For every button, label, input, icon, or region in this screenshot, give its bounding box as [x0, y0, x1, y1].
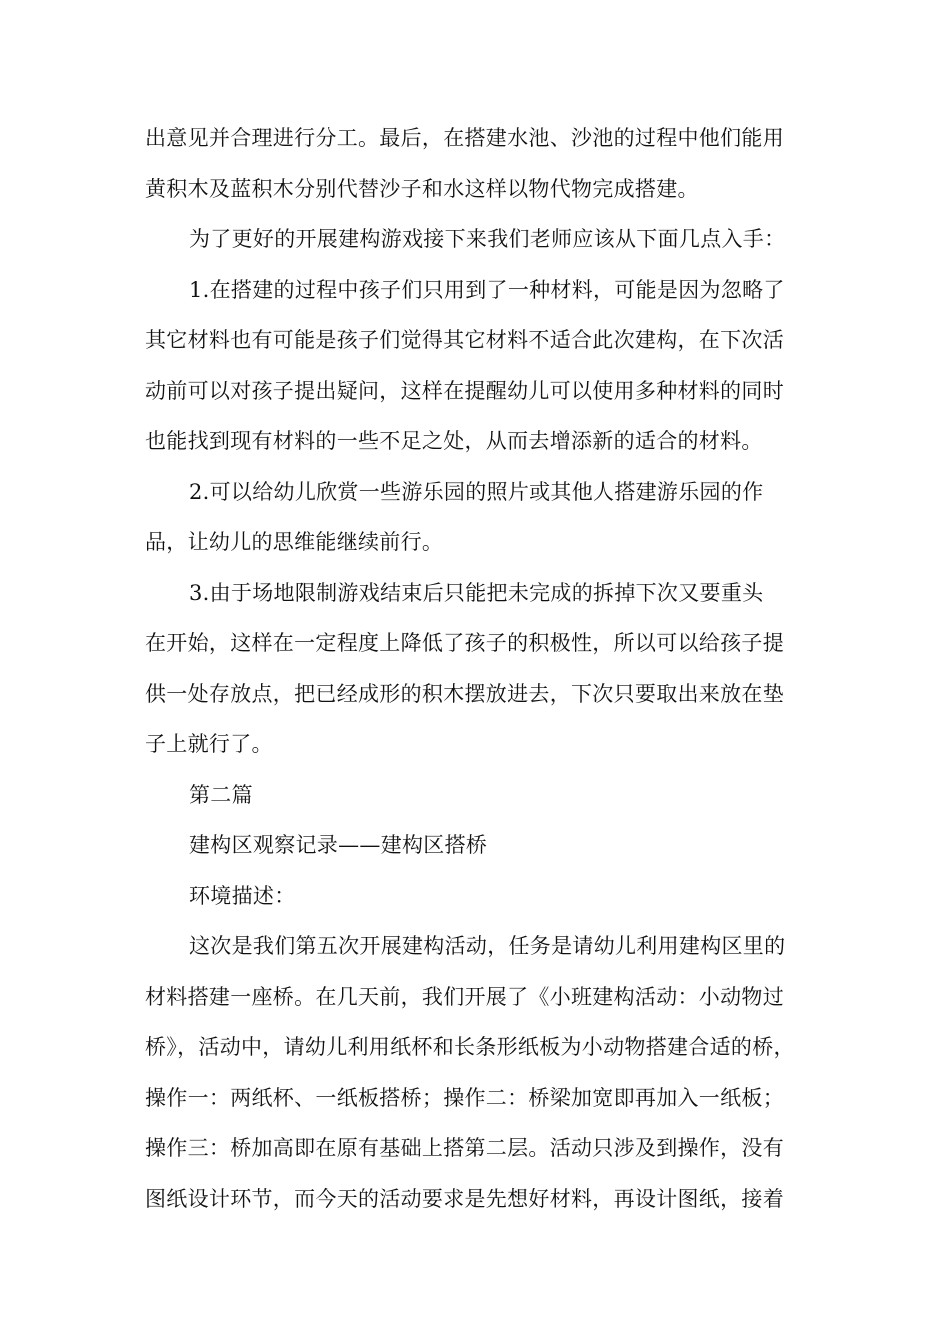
section-heading: 第二篇 — [189, 782, 253, 807]
paragraph-line: 桥》，活动中，请幼儿利用纸杯和长条形纸板为小动物搭建合适的桥， — [145, 1035, 795, 1059]
subsection-label: 环境描述： — [189, 883, 296, 908]
paragraph-line: 在开始，这样在一定程度上降低了孩子的积极性，所以可以给孩子提 — [145, 631, 784, 655]
paragraph-line: 也能找到现有材料的一些不足之处，从而去增添新的适合的材料。 — [145, 429, 763, 453]
paragraph-line: 材料搭建一座桥。在几天前，我们开展了《小班建构活动：小动物过 — [145, 984, 784, 1009]
paragraph-line: 操作三：桥加高即在原有基础上搭第二层。活动只涉及到操作，没有 — [145, 1136, 784, 1160]
paragraph-line: 其它材料也有可能是孩子们觉得其它材料不适合此次建构，在下次活 — [145, 328, 784, 352]
paragraph-line: 为了更好的开展建构游戏接下来我们老师应该从下面几点入手： — [189, 227, 786, 251]
list-item-1-line: 1.在搭建的过程中孩子们只用到了一种材料，可能是因为忽略了 — [189, 277, 785, 302]
paragraph-line: 操作一：两纸杯、一纸板搭桥；操作二：桥梁加宽即再加入一纸板； — [145, 1085, 784, 1110]
paragraph-line: 动前可以对孩子提出疑问，这样在提醒幼儿可以使用多种材料的同时 — [145, 378, 784, 403]
paragraph-line: 黄积木及蓝积木分别代替沙子和水这样以物代物完成搭建。 — [145, 176, 699, 201]
section-subtitle: 建构区观察记录——建构区搭桥 — [189, 833, 488, 857]
list-item-3-line: 3.由于场地限制游戏结束后只能把未完成的拆掉下次又要重头 — [189, 580, 764, 605]
paragraph-line: 图纸设计环节，而今天的活动要求是先想好材料，再设计图纸，接着 — [145, 1186, 784, 1211]
paragraph-line: 出意见并合理进行分工。最后，在搭建水池、沙池的过程中他们能用 — [145, 126, 784, 150]
paragraph-line: 这次是我们第五次开展建构活动，任务是请幼儿利用建构区里的 — [189, 934, 786, 958]
paragraph-line: 子上就行了。 — [145, 732, 273, 756]
paragraph-line: 供一处存放点，把已经成形的积木摆放进去，下次只要取出来放在垫 — [145, 681, 784, 706]
paragraph-line: 品，让幼儿的思维能继续前行。 — [145, 530, 444, 554]
document-body — [145, 113, 807, 1224]
list-item-2-line: 2.可以给幼儿欣赏一些游乐园的照片或其他人搭建游乐园的作 — [189, 479, 764, 504]
